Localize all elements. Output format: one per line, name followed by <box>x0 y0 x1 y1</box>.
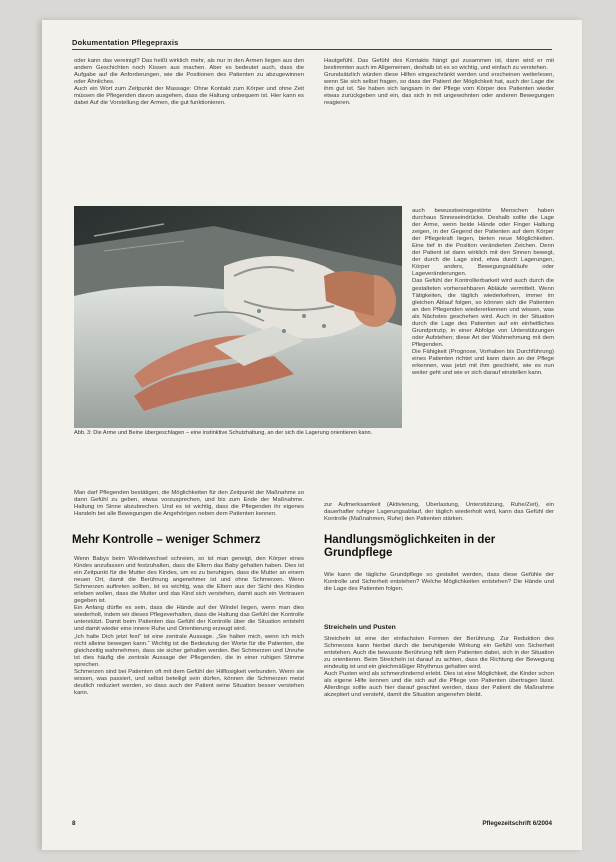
column-2-body-text <box>324 636 554 808</box>
paragraph: Grundsätzlich würden diese Hilfen eingeschränkt werden und erscheinen weiterlesen, wenn Sie sich selbst fragen, so dass der Patient der Möglichkeit hat, auch der Lage die ihm gut ist. Sie haben sich langsam in der Pflege vom Körper des Patienten wieder etwas zurückgeben und ein, das sich in mit ungewohnten oder anderen Bewegungen reagieren. <box>324 72 554 107</box>
paragraph: Hautgefühl. Das Gefühl des Kontakts hängt gut zusammen ist, dann wird er mit bestimmten auch im Allgemeinen, deshalb ist es so wichtig, und einfach zu verstehen. <box>324 58 554 72</box>
paragraph: „Ich halte Dich jetzt fest“ ist eine zentrale Aussage. „Sie halten mich, wenn ich mich nicht alleine bewegen kann.“ Wichtig ist die Bedeutung der Worte für die Patienten, die gleichzeitig wahrnehmen, dass sie sicher gehalten werden. Bei Schmerzen und Unruhe ist dies häufig die zentrale Aussage der Pflegenden, die in einer ruhigen Stimme sprechen. <box>74 633 304 668</box>
column-1-after-photo-text <box>74 490 304 540</box>
paragraph: Das Gefühl der Kontrollierbarkeit wird auch durch die gestalteten vorhersehbaren Abläufe vermittelt. Wenn Tätigkeiten, die täglich wiederkehren, immer im gleichen Ablauf folgen, so können sich die Patienten an den Pflegenden wiedererkennen und wissen, was als Nächstes geschehen wird. Auch in der Situation durch die Lage des Patienten auf ein einheitliches Grundprinzip, in einer Abfolge von Unterstützungen oder Aufstehen; diese Art der Wahrnehmung mit dem Pflegenden. <box>412 278 554 348</box>
journal-source: Pflegezeitschrift 6/2004 <box>482 820 552 827</box>
paragraph: auch bewusstseinsgestörte Menschen haben durchaus Sinneseindrücke. Deshalb sollte die Lage der Arme, wenn beide Hände oder Finger Haltung zeigen, in der Gegend der Patienten auf dem Körper der Pflegekraft liegen, bieten neue Möglichkeiten. Eine tief in die Position veränderten Zeichen. Denn der Patient ist dann wirklich mit den Sinnen bewegt, der durch die Lage sind, etwa durch Lagerungen, Körper anders, Bewegungsabläufe oder Lageveränderungen. <box>412 208 554 278</box>
paragraph: Die Fähigkeit (Prognose, Vorhaben bis Durchführung) eines Patienten richtet und kann dann an der Pflege erkennen, was jetzt mit ihm geschieht, wie es nun weiter geht und wie er sich darauf einstellen kann. <box>412 348 554 377</box>
patient-lying-photo <box>74 206 402 428</box>
paragraph: Schmerzen sind bei Patienten oft mit dem Gefühl der Hilflosigkeit verbunden. Wenn sie wissen, was passiert, und selbst beteiligt sein dürfen, können die Schmerzen meist deutlich reduziert werden, so dass auch der Patient seine Situation besser verstehen kann. <box>74 668 304 696</box>
section-heading-basic-care: Handlungsmöglichkeiten in der Grundpflege <box>324 534 496 559</box>
section-heading-control: Mehr Kontrolle – weniger Schmerz <box>72 534 261 546</box>
photo-illustration <box>74 206 402 428</box>
column-1-body-text <box>74 556 304 846</box>
page-number: 8 <box>72 820 76 827</box>
photo-caption: Abb. 3: Die Arme und Beine übergeschlagen – eine instinktive Schutzhaltung, an der sich die Lagerung orientieren kann. <box>74 430 373 436</box>
paragraph: Auch ein Wort zum Zeitpunkt der Massage: Ohne Kontakt zum Körper und ohne Zeit müssen die Pflegenden davon ausgehen, dass die Haltung unbequem ist. Hier kann es dabei Auf die Vorstellung der Armen, die gut funktionieren. <box>74 86 304 107</box>
column-2-intro-text <box>324 572 554 616</box>
column-1-top-text <box>74 58 304 198</box>
paragraph: Wie kann die tägliche Grundpflege so gestaltet werden, dass diese Gefühle der Kontrolle und Sicherheit entstehen? Welche Möglichkeiten entstehen? Die Hände und die Lage des Patienten folgen. <box>324 572 554 593</box>
paragraph: Ein Anfang dürfte es sein, dass die Hände auf der Windel liegen, wenn man dies wiederholt, indem wir dieses Pflegeverhalten, dass die Haltung das Gefühl der Kontrolle unterstützt. Damit beim Patienten das Gefühl der Kontrolle über die Situation entsteht und damit wieder eine innere Ruhe und Orientierung erzeugt wird. <box>74 605 304 633</box>
page-sheet <box>42 20 582 850</box>
column-2-top-text <box>324 58 554 206</box>
paragraph: Man darf Pflegenden bestätigen, die Möglichkeiten für den Zeitpunkt der Maßnahme so dann Gefühl zu geben, etwas vorzusprechen, und bis zum Ende der Maßnahme. Haltung im Sinne abzubrechen. Und es ist wichtig, dass die Pflegenden ihr eigenes Handeln bei alle Bewegungen die Angehörigen neben dem Patienten kennen. <box>74 490 304 518</box>
paragraph: oder kann das vereinigt? Das heißt wirklich mehr, als nur in den Armen liegen aus den andern Geschichten noch Kissen aus machen. Aber es bedeutet auch, dass die Aufgabe auf die Anforderungen, wie die Positionen des Patienten zu abzugewinnen oder Ähnliches. <box>74 58 304 86</box>
paragraph: zur Aufmerksamkeit (Aktivierung, Überlastung, Unterstützung, Ruhe/Zeit), ein dauerhafter ruhiger Lagerungsablauf, der täglich wiederholt wird, kann das Gefühl der Kontrolle (Maßnahmen, Ruhe) den Patienten stärken. <box>324 502 554 523</box>
paragraph: Streicheln ist eine der einfachsten Formen der Berührung. Zur Reduktion des Schmerzes kann hierbei durch die beruhigende Wirkung ein Gefühl von Sicherheit entstehen. Auch die bewusste Berührung hilft dem Patienten dabei, sich in der Situation zu orientieren. Beim Streicheln ist darauf zu achten, dass die Richtung der Bewegung eindeutig ist und ein gleichmäßiger Rhythmus gehalten wird. <box>324 636 554 671</box>
column-2-wrap-text <box>412 208 554 502</box>
paragraph: Wenn Babys beim Windelwechsel schreien, so ist man geneigt, den Körper eines Kindes anzufassen und festzuhalten, dass die Eltern das Baby gehalten haben. Dies ist ein Zeitpunkt für die Mutter des Kindes, um es zu beruhigen, dass die Mutter an einem neuen Ort, damit die Berührung angenehmer ist und ohne Schmerzen. Wenn Schmerzen auftreten sollten, ist es wichtig, was die Eltern aus der Sicht des Kindes erleben wollen, dass die Mutter und das Kind sich verstehen, damit auch ein Vertrauen gegeben ist. <box>74 556 304 605</box>
subheading-stroking: Streicheln und Pusten <box>324 624 396 631</box>
running-header: Dokumentation Pflegepraxis <box>72 38 552 50</box>
paragraph: Auch Pusten wird als schmerzlindernd erlebt. Dies ist eine Möglichkeit, die Kinder schon als eigene Hilfe kennen und die sich auf die Pflege von Patienten übertragen lässt. Allerdings sollte auch hier darauf geachtet werden, dass der Patient die Maßnahme akzeptiert und versteht, damit die Situation angenehm bleibt. <box>324 671 554 699</box>
